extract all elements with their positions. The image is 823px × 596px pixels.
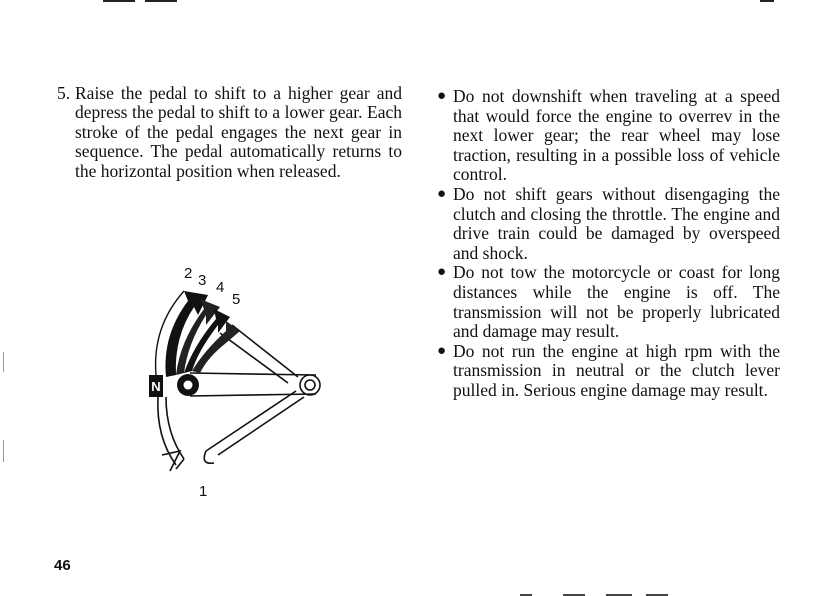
top-edge-rule bbox=[145, 0, 177, 2]
caution-item bbox=[437, 185, 780, 263]
caution-item bbox=[437, 87, 780, 185]
bullet-icon: ● bbox=[437, 342, 447, 359]
caution-list bbox=[437, 87, 780, 401]
step-text: Raise the pedal to shift to a higher gear and depress the pedal to shift to a lower gear. Each stroke of the pedal engages the next gear in sequence. The pedal automatically returns to the horizontal position when released. bbox=[75, 83, 402, 181]
caution-item bbox=[437, 342, 780, 401]
gear-label-4: 4 bbox=[216, 279, 225, 296]
bullet-icon: ● bbox=[437, 88, 447, 104]
neutral-marker bbox=[149, 375, 163, 397]
upshift-arc bbox=[165, 291, 240, 377]
gear-label-3: 3 bbox=[198, 272, 207, 289]
top-edge-rule bbox=[103, 0, 135, 2]
gear-shift-diagram bbox=[140, 255, 340, 505]
page-number: 46 bbox=[54, 557, 71, 574]
caution-text: Do not shift gears without disengaging the clutch and closing the throttle. The engine and drive train could be damaged by overspeed and shock. bbox=[453, 183, 780, 263]
bullet-icon: ● bbox=[437, 264, 447, 281]
caution-text: Do not run the engine at high rpm with the transmission in neutral or the clutch lever pulled in. Serious engine damage may result. bbox=[453, 340, 780, 400]
instruction-step bbox=[57, 84, 402, 181]
pedal-pivot bbox=[177, 374, 199, 396]
caution-item bbox=[437, 263, 780, 341]
step-number: 5. bbox=[57, 83, 71, 103]
caution-text: Do not tow the motorcycle or coast for long distances while the engine is off. The transmission will not be properly lubricated and damage may result. bbox=[453, 262, 780, 342]
downshift-arc bbox=[158, 397, 184, 471]
scan-edge-mark bbox=[3, 352, 4, 372]
gear-label-1: 1 bbox=[199, 483, 208, 500]
bullet-icon: ● bbox=[437, 185, 447, 202]
scan-edge-mark bbox=[3, 440, 4, 462]
top-edge-rule bbox=[760, 0, 774, 2]
caution-text: Do not downshift when traveling at a speed that would force the engine to overrev in the next lower gear; the rear wheel may lose traction, resulting in a possible loss of vehicle control. bbox=[453, 86, 780, 185]
shift-pedal-arm bbox=[190, 325, 320, 463]
instruction-column bbox=[57, 84, 402, 181]
gear-label-2: 2 bbox=[184, 265, 193, 282]
neutral-label: N bbox=[151, 379, 161, 394]
gear-label-5: 5 bbox=[232, 291, 241, 308]
